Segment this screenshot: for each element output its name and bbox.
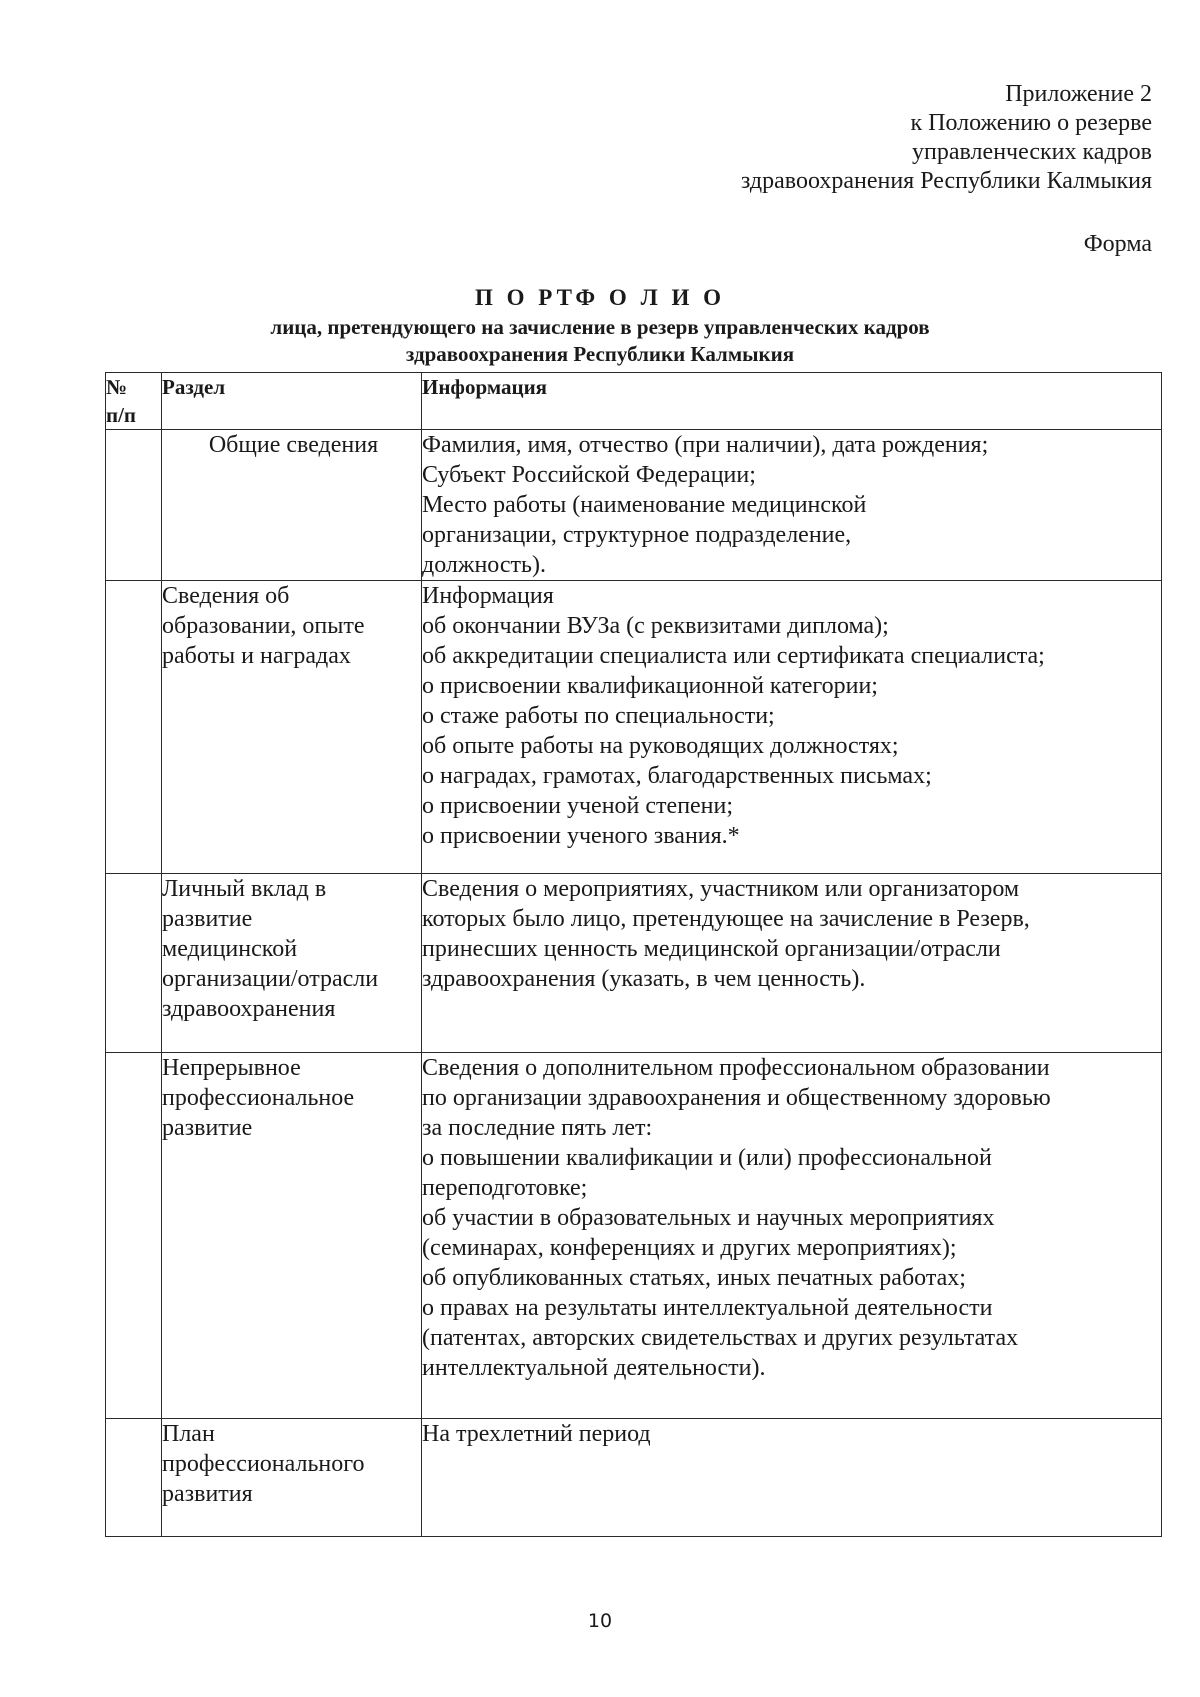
- appendix-line: управленческих кадров: [912, 139, 1152, 165]
- row-number-cell: [106, 430, 162, 581]
- info-line: о присвоении квалификационной категории;: [422, 673, 878, 699]
- appendix-line: к Положению о резерве: [910, 110, 1152, 136]
- row-info-cell: [422, 1053, 1162, 1419]
- section-line: Сведения об: [162, 583, 290, 609]
- table-row: [106, 874, 1162, 1053]
- row-info-cell: [422, 874, 1162, 1053]
- info-line: об участии в образовательных и научных мероприятиях: [422, 1205, 995, 1231]
- row-info-cell: [422, 581, 1162, 874]
- info-line: (патентах, авторских свидетельствах и других результатах: [422, 1325, 1019, 1351]
- info-line: здравоохранения (указать, в чем ценность).: [422, 966, 866, 992]
- section-line: профессиональное: [162, 1085, 355, 1111]
- info-line: о наградах, грамотах, благодарственных письмах;: [422, 763, 932, 789]
- info-line: должность).: [422, 552, 546, 578]
- document-subtitle: [0, 314, 1200, 368]
- section-line: профессионального: [162, 1451, 365, 1477]
- info-line: о присвоении ученой степени;: [422, 793, 734, 819]
- appendix-line: здравоохранения Республики Калмыкия: [740, 168, 1152, 194]
- info-line: переподготовке;: [422, 1175, 588, 1201]
- page-number: 10: [587, 1610, 613, 1632]
- form-label: Форма: [1083, 231, 1152, 257]
- row-section-cell: [162, 1053, 422, 1419]
- column-header-info: Информация: [422, 373, 1162, 430]
- column-header-number-line: п/п: [106, 403, 137, 427]
- info-line: принесших ценность медицинской организации/отрасли: [422, 936, 1001, 962]
- table-row: [106, 1419, 1162, 1537]
- info-line: об опубликованных статьях, иных печатных работах;: [422, 1265, 966, 1291]
- row-section-cell: [162, 581, 422, 874]
- row-info-cell: [422, 1419, 1162, 1537]
- section-line: медицинской: [162, 936, 298, 962]
- section-line: развитие: [162, 1115, 253, 1141]
- info-line: о повышении квалификации и (или) профессиональной: [422, 1145, 992, 1171]
- row-number-cell: [106, 1419, 162, 1537]
- section-line: Общие сведения: [208, 432, 379, 458]
- section-line: образовании, опыте: [162, 613, 365, 639]
- info-line: об аккредитации специалиста или сертификата специалиста;: [422, 643, 1045, 669]
- info-line: Информация: [422, 583, 554, 609]
- section-line: Непрерывное: [162, 1055, 301, 1081]
- row-number-cell: [106, 1053, 162, 1419]
- section-line: организации/отрасли: [162, 966, 379, 992]
- info-line: об окончании ВУЗа (с реквизитами диплома);: [422, 613, 889, 639]
- info-line: Сведения о дополнительном профессиональном образовании: [422, 1055, 1050, 1081]
- section-line: здравоохранения: [162, 996, 336, 1022]
- row-section-cell: [162, 874, 422, 1053]
- info-line: Субъект Российской Федерации;: [422, 462, 756, 488]
- column-header-number-line: №: [106, 375, 128, 399]
- section-line: развитие: [162, 906, 253, 932]
- info-line: которых было лицо, претендующее на зачисление в Резерв,: [422, 906, 1030, 932]
- row-number-cell: [106, 581, 162, 874]
- section-line: работы и наградах: [162, 643, 351, 669]
- info-line: На трехлетний период: [422, 1421, 651, 1447]
- info-line: по организации здравоохранения и общественному здоровью: [422, 1085, 1051, 1111]
- document-title: П О РТФ О Л И О: [474, 285, 725, 310]
- section-line: развития: [162, 1481, 253, 1507]
- portfolio-table: [105, 372, 1162, 1537]
- row-info-cell: [422, 430, 1162, 581]
- info-line: об опыте работы на руководящих должностях;: [422, 733, 899, 759]
- subtitle-line: здравоохранения Республики Калмыкия: [405, 342, 795, 366]
- row-number-cell: [106, 874, 162, 1053]
- table-header-row: [106, 373, 1162, 430]
- subtitle-line: лица, претендующего на зачисление в резерв управленческих кадров: [270, 315, 930, 339]
- column-header-section: Раздел: [162, 373, 422, 430]
- row-section-cell: [162, 430, 422, 581]
- row-section-cell: [162, 1419, 422, 1537]
- column-header-number: [106, 373, 162, 430]
- table-row: [106, 581, 1162, 874]
- section-line: Личный вклад в: [162, 876, 327, 902]
- appendix-header: [741, 80, 1152, 196]
- info-line: Сведения о мероприятиях, участником или организатором: [422, 876, 1020, 902]
- info-line: Место работы (наименование медицинской: [422, 492, 867, 518]
- info-line: о стаже работы по специальности;: [422, 703, 775, 729]
- info-line: о правах на результаты интеллектуальной деятельности: [422, 1295, 993, 1321]
- section-line: План: [162, 1421, 215, 1447]
- info-line: Фамилия, имя, отчество (при наличии), дата рождения;: [422, 432, 989, 458]
- info-line: (семинарах, конференциях и других мероприятиях);: [422, 1235, 957, 1261]
- appendix-line: Приложение 2: [1005, 81, 1152, 107]
- table-row: [106, 430, 1162, 581]
- info-line: о присвоении ученого звания.*: [422, 823, 740, 849]
- info-line: за последние пять лет:: [422, 1115, 653, 1141]
- info-line: организации, структурное подразделение,: [422, 522, 852, 548]
- info-line: интеллектуальной деятельности).: [422, 1355, 766, 1381]
- table-row: [106, 1053, 1162, 1419]
